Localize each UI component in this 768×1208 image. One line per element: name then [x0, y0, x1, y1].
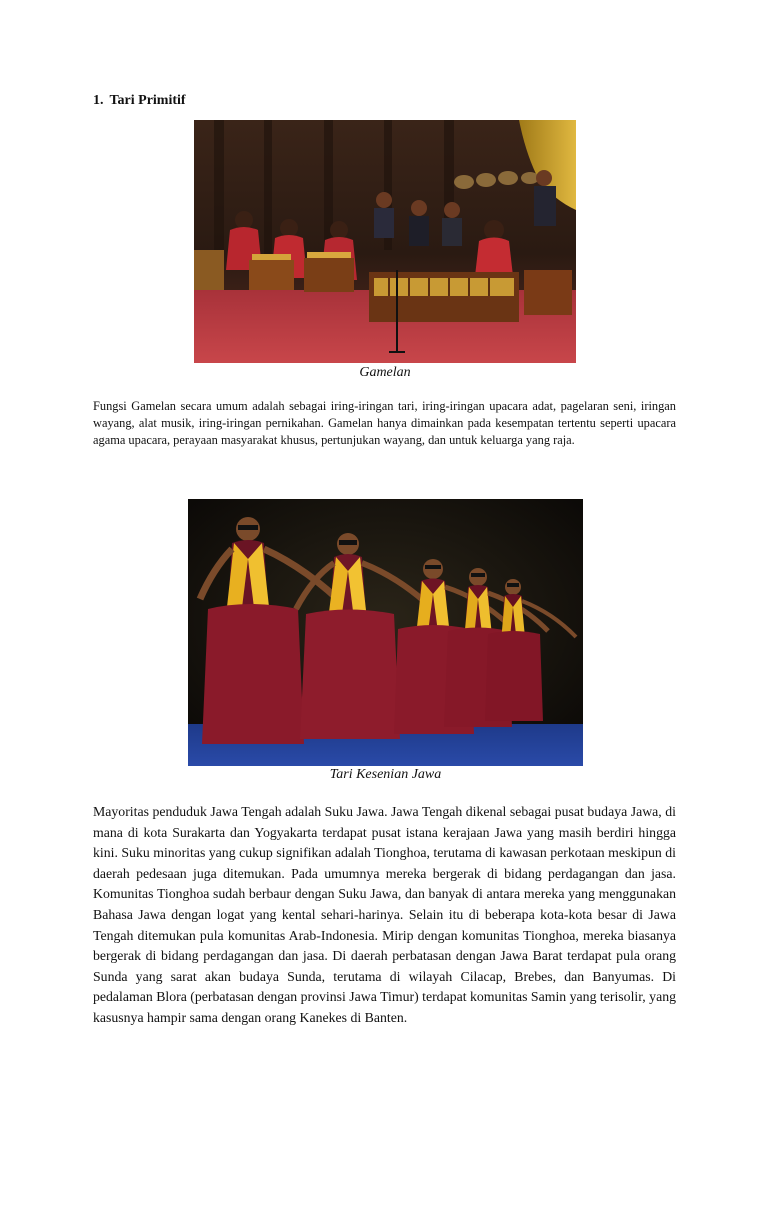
gamelan-caption: Gamelan	[359, 365, 411, 380]
dance-caption: Tari Kesenian Jawa	[329, 767, 442, 782]
section-number: 1.	[93, 93, 104, 108]
demographics-paragraph: Mayoritas penduduk Jawa Tengah adalah Suku Jawa. Jawa Tengah dikenal sebagai pusat budaya Jawa, di mana di kota Surakarta dan Yogyakarta terdapat pusat istana kerajaan Jawa yang masih berdiri hingga kini. Suku minoritas yang cukup signifikan adalah Tionghoa, terutama di kawasan perkotaan meskipun di daerah pedesaan juga ditemukan. Pada umumnya mereka bergerak di bidang perdagangan dan jasa. Komunitas Tionghoa sudah berbaur dengan Suku Jawa, dan banyak di antara mereka yang menggunakan Bahasa Jawa dengan logat yang kental sehari-harinya. Selain itu di beberapa kota-kota besar di Jawa Tengah ditemukan pula komunitas Arab-Indonesia. Mirip dengan komunitas Tionghoa, mereka biasanya bergerak di bidang perdagangan dan jasa. Di daerah perbatasan dengan Jawa Barat terdapat pula orang Sunda yang sarat akan budaya Sunda, terutama di wilayah Cilacap, Brebes, dan Banyumas. Di pedalaman Blora (perbatasan dengan provinsi Jawa Timur) terdapat komunitas Samin yang terisolir, yang kasusnya hampir sama dengan orang Kanekes di Banten.	[93, 804, 676, 1025]
section-title: Tari Primitif	[109, 93, 186, 108]
javanese-dance-photo	[188, 499, 583, 766]
gamelan-paragraph: Fungsi Gamelan secara umum adalah sebagai iring-iringan tari, iring-iringan upacara adat, pagelaran seni, iringan wayang, alat musik, iring-iringan pernikahan. Gamelan hanya dimainkan pada kesempatan tertentu seperti upacara agama upacara, perayaan masyarakat khusus, pertunjukan wayang, dan untuk keluarga yang raja.	[93, 399, 676, 447]
gamelan-photo	[194, 120, 576, 363]
section-heading	[93, 93, 186, 109]
